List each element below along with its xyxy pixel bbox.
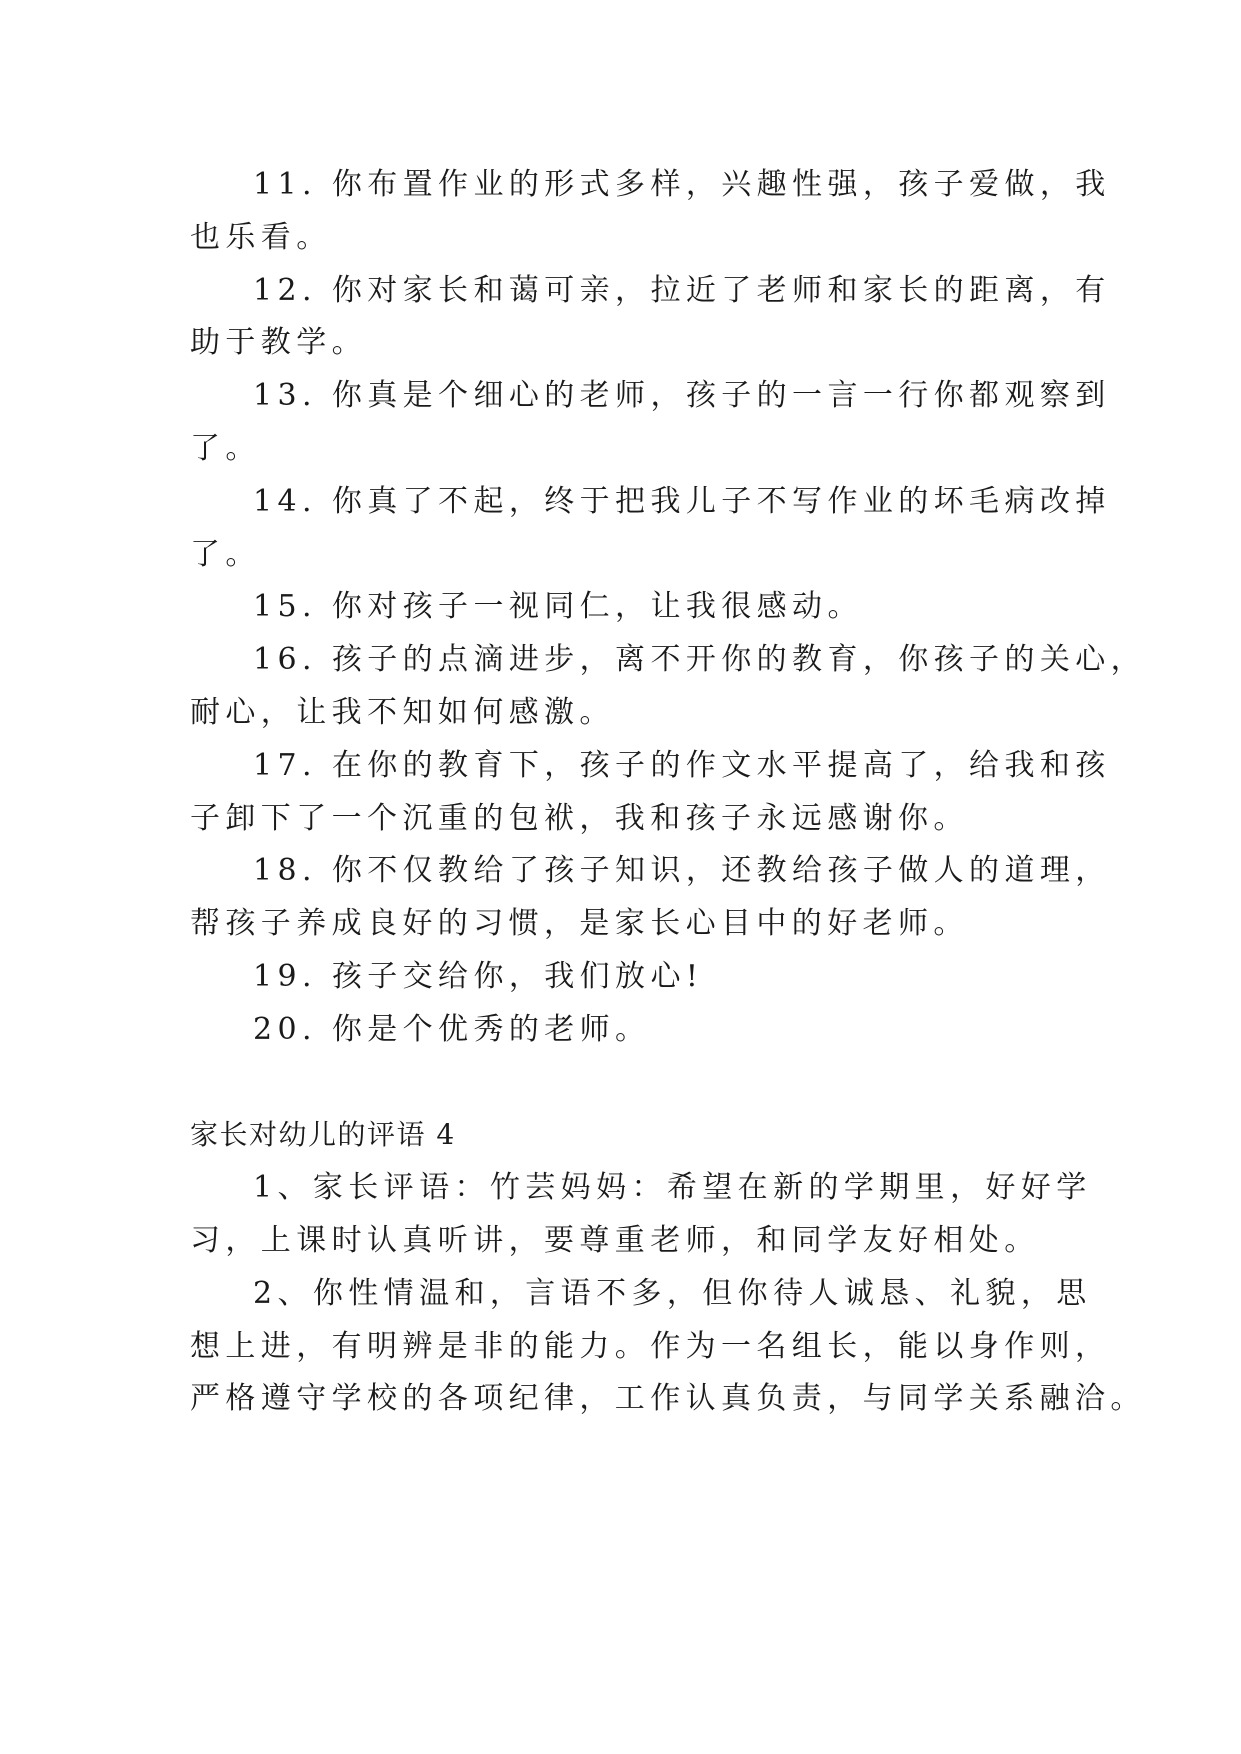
text-line: 19. 孩子交给你，我们放心! — [253, 959, 704, 994]
text-line: 了。 — [190, 431, 261, 466]
text-line: 想上进，有明辨是非的能力。作为一名组长，能以身作则， — [190, 1329, 1111, 1364]
text-line: 15. 你对孩子一视同仁，让我很感动。 — [253, 589, 863, 624]
text-line: 12. 你对家长和蔼可亲，拉近了老师和家长的距离，有 — [253, 273, 1111, 308]
text-line: 14. 你真了不起，终于把我儿子不写作业的坏毛病改掉 — [253, 484, 1111, 519]
text-line: 帮孩子养成良好的习惯，是家长心目中的好老师。 — [190, 906, 969, 941]
text-line: 耐心，让我不知如何感激。 — [190, 695, 615, 730]
text-line: 2、你性情温和，言语不多，但你待人诚恳、礼貌，思 — [253, 1276, 1092, 1311]
text-line: 17. 在你的教育下，孩子的作文水平提高了，给我和孩 — [253, 748, 1111, 783]
text-line: 助于教学。 — [190, 325, 367, 360]
text-line: 18. 你不仅教给了孩子知识，还教给孩子做人的道理， — [253, 853, 1111, 888]
section-heading: 家长对幼儿的评语 4 — [190, 1118, 456, 1151]
text-line: 13. 你真是个细心的老师，孩子的一言一行你都观察到 — [253, 378, 1111, 413]
text-line: 习，上课时认真听讲，要尊重老师，和同学友好相处。 — [190, 1223, 1040, 1258]
text-line: 也乐看。 — [190, 220, 332, 255]
text-line: 11. 你布置作业的形式多样，兴趣性强，孩子爱做，我 — [253, 167, 1111, 202]
text-line: 了。 — [190, 537, 261, 572]
text-line: 16. 孩子的点滴进步，离不开你的教育，你孩子的关心， — [253, 642, 1147, 677]
text-line: 严格遵守学校的各项纪律，工作认真负责，与同学关系融洽。 — [190, 1381, 1146, 1416]
text-line: 子卸下了一个沉重的包袱，我和孩子永远感谢你。 — [190, 801, 969, 836]
text-line: 20. 你是个优秀的老师。 — [253, 1012, 651, 1047]
text-line: 1、家长评语：竹芸妈妈：希望在新的学期里，好好学 — [253, 1170, 1092, 1205]
